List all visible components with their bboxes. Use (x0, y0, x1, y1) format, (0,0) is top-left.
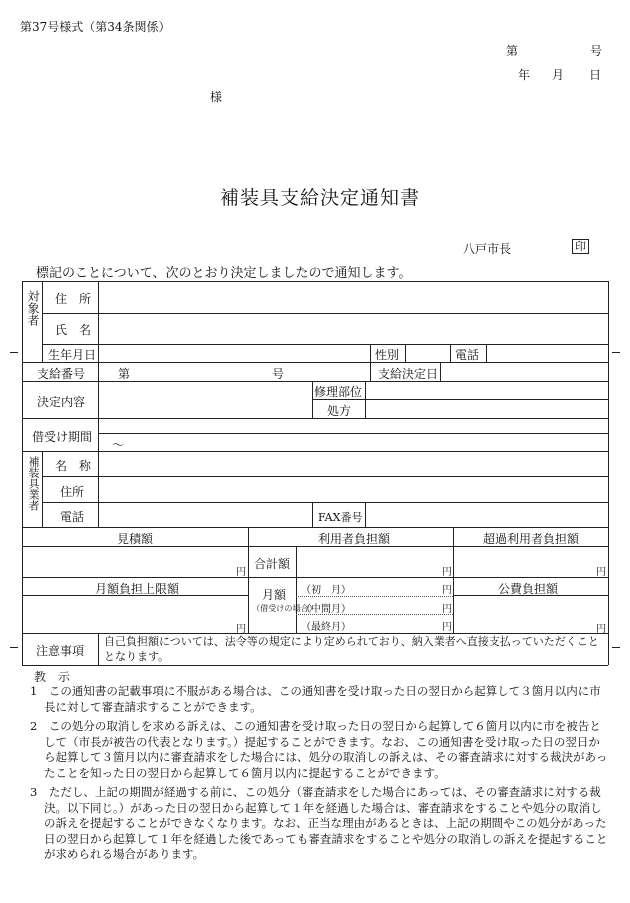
instruction-item-3: 3 ただし、上記の期間が経過する前に、この処分（審査請求をした場合にあっては、その審査請求に対する裁決。以下同じ。）があった日の翌日から起算して１年を経過した場合は、審査請求をすることや処分の取消しの訴えを提起することができなくなります。なお、正当な理由があるときは、上記の期間やこの処分があった日の翌日から起算して１年を経過した後であっても審査請求をすることや処分の取消しの訴えを提起することが求められる場合があります。 (30, 785, 608, 861)
prescription-label: 処方 (327, 404, 352, 418)
recipient-suffix: 様 (210, 90, 223, 104)
public-burden-yen: 円 (596, 624, 606, 635)
subject-label: 対象者 (26, 290, 40, 326)
monthly-note: （借受けの場合） (252, 604, 317, 614)
supply-number-suffix: 号 (272, 367, 285, 381)
vendor-address-label: 住所 (60, 485, 85, 499)
monthly-label: 月額 (262, 588, 287, 602)
excess-yen: 円 (596, 567, 606, 578)
phone-label: 電話 (455, 348, 480, 362)
form-number: 第37号様式（第34条関係） (20, 20, 171, 34)
notice-text: 自己負担額については、法令等の規定により定められており、納入業者へ直接支払っていただくこととなります。 (104, 635, 599, 663)
monthly-cap-yen: 円 (236, 624, 246, 635)
first-month-label: （初 月） (301, 585, 351, 596)
supply-date-label: 支給決定日 (378, 367, 439, 381)
total-yen: 円 (442, 567, 452, 578)
middle-month-label: （中間月） (301, 604, 351, 615)
instruction-item-2: 2 この処分の取消しを求める訴えは、この通知書を受け取った日の翌日から起算して６箇月以内に市を被告として（市長が被告の代表となります。）提起することができます。なお、この通知書を受け取った日の翌日から起算して３箇月以内に審査請求をした場合には、処分の取消しの訴えは、その審査請求に対する裁決があったことを知った日の翌日から起算して６箇月以内に提起することができます。 (30, 719, 608, 780)
instruction-heading: 教 示 (34, 670, 71, 684)
date-day: 日 (589, 68, 602, 82)
fax-label: FAX番号 (318, 511, 363, 524)
user-burden-label: 利用者負担額 (318, 532, 391, 546)
notice-label: 注意事項 (36, 644, 85, 658)
estimate-yen: 円 (236, 567, 246, 578)
vendor-phone-label: 電話 (60, 510, 85, 524)
name-label: 氏 名 (55, 323, 92, 337)
middle-month-yen: 円 (442, 604, 452, 615)
seal-mark: 印 (572, 239, 589, 254)
document-number-suffix: 号 (590, 44, 603, 58)
issuer-name: 八戸市長 (463, 242, 512, 256)
monthly-cap-label: 月額負担上限額 (95, 582, 180, 596)
instruction-item-1: 1 この通知書の記載事項に不服がある場合は、この通知書を受け取った日の翌日から起算して３箇月以内に市長に対して審査請求することができます。 (30, 684, 601, 714)
supply-number-prefix: 第 (118, 367, 131, 381)
repair-part-label: 修理部位 (314, 385, 363, 399)
document-number-prefix: 第 (506, 44, 519, 58)
public-burden-label: 公費負担額 (498, 582, 559, 596)
supply-number-label: 支給番号 (37, 367, 86, 381)
final-month-label: （最終月） (301, 622, 351, 633)
intro-text: 標記のことについて、次のとおり決定しましたので通知します。 (36, 266, 412, 281)
estimate-label: 見積額 (117, 532, 154, 546)
rental-period-label: 借受け期間 (32, 430, 93, 444)
excess-burden-label: 超過利用者負担額 (483, 532, 580, 546)
instruction-list (30, 684, 608, 863)
rental-period-tilde: ～ (112, 438, 125, 452)
address-label: 住 所 (55, 292, 92, 306)
date-year: 年 (518, 68, 531, 82)
total-label: 合計額 (254, 557, 291, 571)
first-month-yen: 円 (442, 585, 452, 596)
sex-label: 性別 (375, 348, 400, 362)
final-month-yen: 円 (442, 622, 452, 633)
vendor-label: 補装具業者 (27, 456, 40, 511)
decision-label: 決定内容 (37, 395, 86, 409)
page-title: 補装具支給決定通知書 (220, 187, 421, 209)
vendor-name-label: 名 称 (55, 459, 92, 473)
birthdate-label: 生年月日 (48, 348, 97, 362)
date-month: 月 (552, 68, 565, 82)
